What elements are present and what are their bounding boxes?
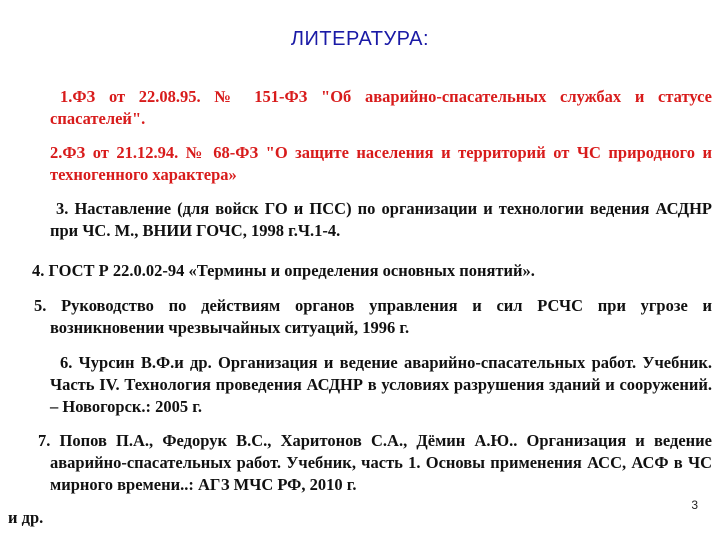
list-item: 4. ГОСТ Р 22.0.02-94 «Термины и определения основных понятий». (32, 261, 535, 280)
list-item: 6. Чурсин В.Ф.и др. Организация и ведение аварийно-спасательных работ. Учебник. Часть IV. Технология проведения АСДНР в условиях разрушения зданий и сооружений. – Новогорск.: 2005 г. (50, 353, 712, 416)
page-title: ЛИТЕРАТУРА: (290, 28, 430, 50)
list-item: 2.ФЗ от 21.12.94. № 68-ФЗ "О защите населения и территорий от ЧС природного и техногенного характера» (50, 143, 712, 184)
footer-note: и др. (8, 508, 44, 527)
page-number: 3 (691, 498, 698, 512)
list-item: 3. Наставление (для войск ГО и ПСС) по организации и технологии ведения АСДНР при ЧС. М., ВНИИ ГОЧС, 1998 г.Ч.1-4. (50, 199, 712, 240)
list-item: 1.ФЗ от 22.08.95. № 151-ФЗ "Об аварийно-спасательных службах и статусе спасателей". (50, 87, 712, 128)
list-item: 5. Руководство по действиям органов управления и сил РСЧС при угрозе и возникновении чрезвычайных ситуаций, 1996 г. (34, 296, 712, 337)
list-item: 7. Попов П.А., Федорук В.С., Харитонов С.А., Дёмин А.Ю.. Организация и ведение аварийно-спасательных работ. Учебник, часть 1. Основы применения АСС, АСФ в ЧС мирного времени..: АГЗ МЧС РФ, 2010 г. (38, 431, 712, 494)
